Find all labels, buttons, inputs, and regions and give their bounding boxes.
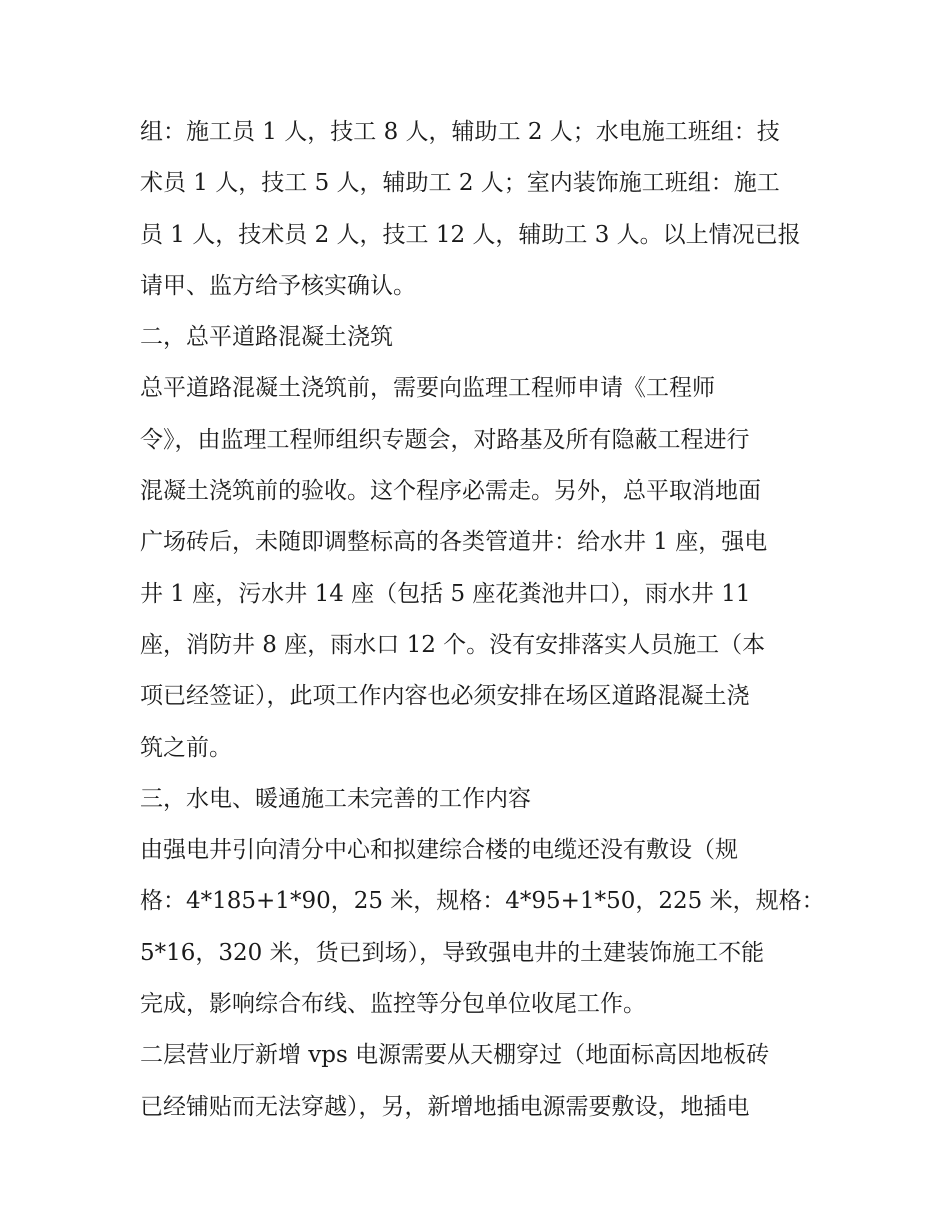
text-line: 广场砖后，未随即调整标高的各类管道井：给水井 1 座，强电 [140,529,768,556]
section-heading: 二，总平道路混凝土浇筑 [140,324,393,351]
text-line: 由强电井引向清分中心和拟建综合楼的电缆还没有敷设（规 [140,837,738,864]
text-line: 二层营业厅新增 vps 电源需要从天棚穿过（地面标高因地板砖 [140,1042,770,1069]
text-line: 组：施工员 1 人，技工 8 人，辅助工 2 人；水电施工班组：技 [140,119,780,145]
text-line: 令》，由监理工程师组织专题会，对路基及所有隐蔽工程进行 [140,426,750,453]
text-line: 格：4*185+1*90，25 米，规格：4*95+1*50，225 米，规格： [140,888,825,915]
text-line: 座，消防井 8 座，雨水口 12 个。没有安排落实人员施工（本 [140,631,766,658]
text-line: 总平道路混凝土浇筑前，需要向监理工程师申请《工程师 [140,375,715,402]
body-text [140,107,825,1133]
text-line: 员 1 人，技术员 2 人，技工 12 人，辅助工 3 人。以上情况已报 [140,221,801,248]
text-line: 完成，影响综合布线、监控等分包单位收尾工作。 [140,991,646,1018]
text-line: 筑之前。 [140,734,232,761]
section-heading: 三，水电、暖通施工未完善的工作内容 [140,785,531,812]
text-line: 请甲、监方给予核实确认。 [140,272,416,299]
text-line: 已经铺贴而无法穿越），另，新增地插电源需要敷设，地插电 [140,1093,750,1120]
text-line: 井 1 座，污水井 14 座（包括 5 座花粪池井口），雨水井 11 [140,580,751,607]
text-line: 项已经签证），此项工作内容也必须安排在场区道路混凝土浇 [140,683,750,710]
text-line: 5*16，320 米，货已到场），导致强电井的土建装饰施工不能 [140,939,765,966]
text-line: 混凝土浇筑前的验收。这个程序必需走。另外，总平取消地面 [140,478,761,505]
text-line: 术员 1 人，技工 5 人，辅助工 2 人；室内装饰施工班组：施工 [140,170,780,197]
